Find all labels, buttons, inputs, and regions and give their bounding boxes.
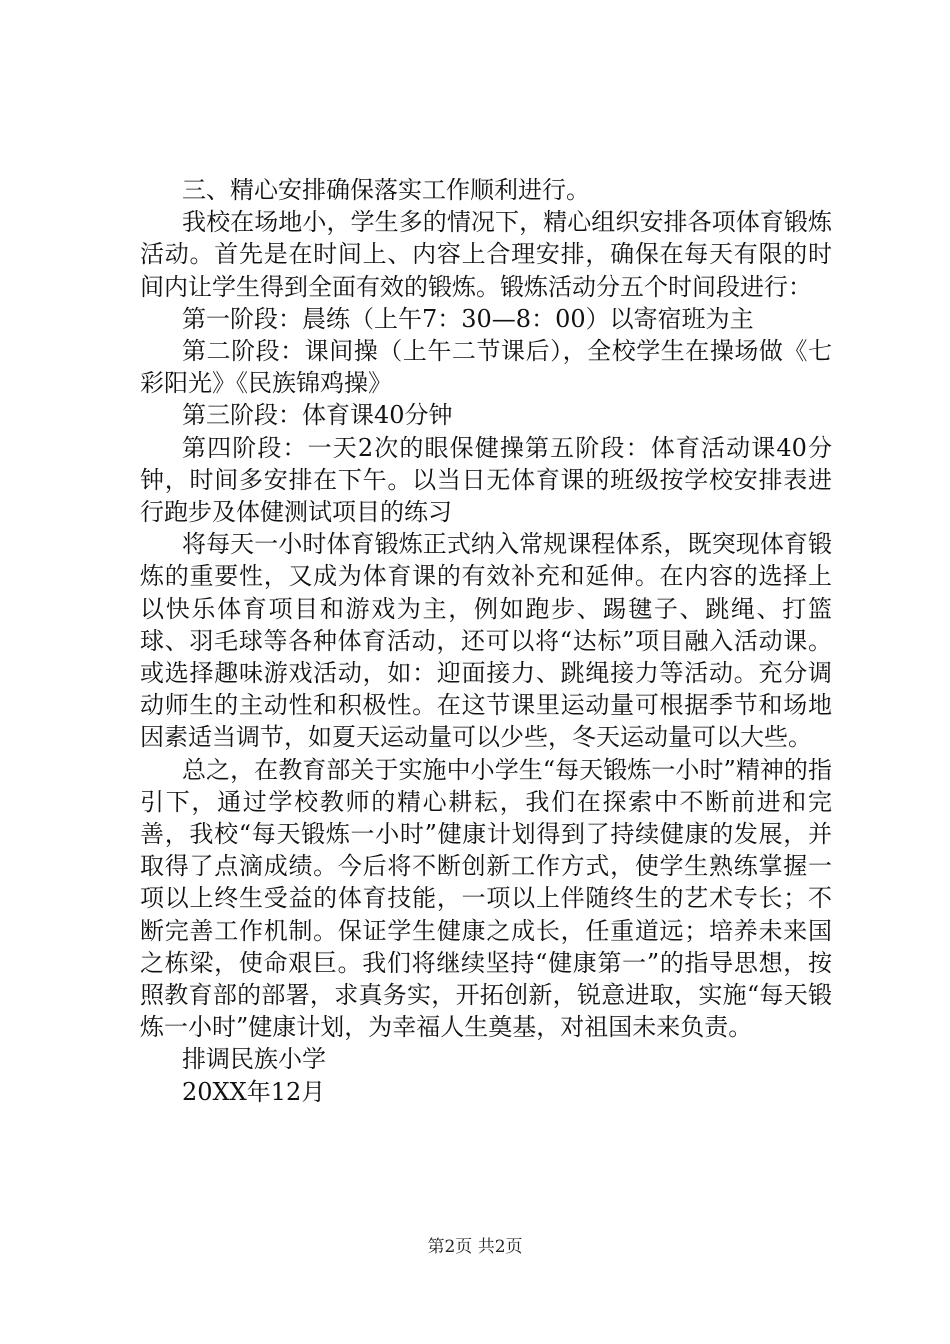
section-heading: 三、精心安排确保落实工作顺利进行。 xyxy=(182,176,590,204)
paragraph-stage-four-five: 第四阶段：一天2次的眼保健操第五阶段：体育活动课40分钟，时间多安排在下午。以当日无体育课的班级按学校安排表进行跑步及体健测试项目的练习 xyxy=(140,433,832,527)
paragraph-curriculum: 将每天一小时体育锻炼正式纳入常规课程体系，既突现体育锻炼的重要性，又成为体育课的有效补充和延伸。在内容的选择上以快乐体育项目和游戏为主，例如跑步、踢毽子、跳绳、打篮球、羽毛球等各种体育活动，还可以将“达标”项目融入活动课。或选择趣味游戏活动，如：迎面接力、跳绳接力等活动。充分调动师生的主动性和积极性。在这节课里运动量可根据季节和场地因素适当调节，如夏天运动量可以少些，冬天运动量可以大些。 xyxy=(140,530,832,752)
document-body xyxy=(140,174,832,1108)
paragraph-stage-two: 第二阶段：课间操（上午二节课后），全校学生在操场做《七彩阳光》《民族锦鸡操》 xyxy=(140,337,832,398)
paragraph-site-arrangement: 我校在场地小，学生多的情况下，精心组织安排各项体育锻炼活动。首先是在时间上、内容上合理安排，确保在每天有限的时间内让学生得到全面有效的锻炼。锻炼活动分五个时间段进行： xyxy=(140,208,832,301)
signature-date: 20XX年12月 xyxy=(182,1077,326,1106)
paragraph-conclusion: 总之，在教育部关于实施中小学生“每天锻炼一小时”精神的指引下，通过学校教师的精心耕耘，我们在探索中不断前进和完善，我校“每天锻炼一小时”健康计划得到了持续健康的发展，并取得了点滴成绩。今后将不断创新工作方式，使学生熟练掌握一项以上终生受益的体育技能，一项以上伴随终生的艺术专长；不断完善工作机制。保证学生健康之成长，任重道远；培养未来国之栋梁，使命艰巨。我们将继续坚持“健康第一”的指导思想，按照教育部的部署，求真务实，开拓创新，锐意进取，实施“每天锻炼一小时”健康计划，为幸福人生奠基，对祖国未来负责。 xyxy=(140,755,832,1042)
signature-school-name: 排调民族小学 xyxy=(182,1045,326,1074)
paragraph-stage-three: 第三阶段：体育课40分钟 xyxy=(182,401,453,430)
page-number-footer: 第2页 共2页 xyxy=(427,1237,523,1257)
paragraph-stage-one: 第一阶段：晨练（上午7：30—8：00）以寄宿班为主 xyxy=(182,304,754,333)
